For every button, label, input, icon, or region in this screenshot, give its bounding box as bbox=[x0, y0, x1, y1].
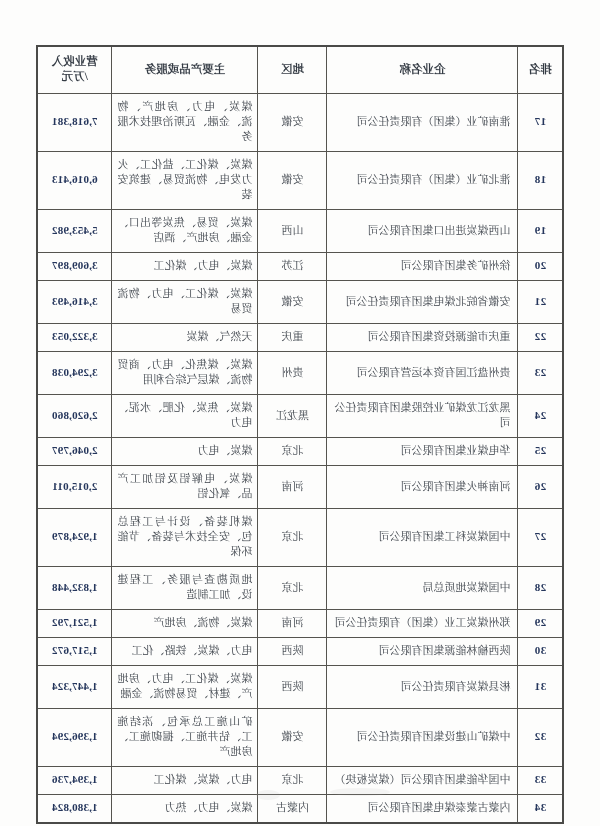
table-row bbox=[37, 509, 563, 567]
table-row bbox=[37, 610, 563, 638]
products-cell: 煤炭、煤化工、电力、房地产、建材、贸易物流、金融 bbox=[112, 666, 258, 709]
products-cell: 电力、煤炭、煤化工 bbox=[112, 767, 258, 795]
products-cell: 煤炭、贸易、焦炭等出口、金融、房地产、酒店 bbox=[112, 210, 258, 253]
rank-cell: 20 bbox=[518, 253, 563, 281]
table-row bbox=[37, 567, 563, 610]
company-cell: 中煤矿山建设集团有限责任公司 bbox=[327, 709, 518, 767]
region-cell: 北京 bbox=[258, 767, 327, 795]
table-row bbox=[37, 638, 563, 666]
products-cell: 煤炭、电力、煤化工 bbox=[112, 253, 258, 281]
revenue-cell: 1,521,792 bbox=[37, 610, 112, 638]
revenue-cell: 3,416,493 bbox=[37, 281, 112, 324]
rank-cell: 27 bbox=[518, 509, 563, 567]
rank-cell: 17 bbox=[518, 94, 563, 152]
region-cell: 安徽 bbox=[258, 94, 327, 152]
company-cell: 徐州矿务集团有限公司 bbox=[327, 253, 518, 281]
region-cell: 河南 bbox=[258, 610, 327, 638]
revenue-cell: 1,924,879 bbox=[37, 509, 112, 567]
region-cell: 北京 bbox=[258, 438, 327, 466]
table-row bbox=[37, 395, 563, 438]
header-revenue bbox=[37, 46, 112, 94]
table-row bbox=[37, 281, 563, 324]
company-cell: 贵州盘江国有资本运营有限公司 bbox=[327, 352, 518, 395]
header-revenue-line1: 营业收入 bbox=[51, 56, 98, 68]
header-revenue-line2: /万元 bbox=[61, 71, 88, 83]
table-row bbox=[37, 94, 563, 152]
rank-cell: 23 bbox=[518, 352, 563, 395]
table-row bbox=[37, 666, 563, 709]
rank-cell: 31 bbox=[518, 666, 563, 709]
revenue-cell: 1,517,672 bbox=[37, 638, 112, 666]
revenue-cell: 1,832,448 bbox=[37, 567, 112, 610]
products-cell: 煤炭、物流、房地产 bbox=[112, 610, 258, 638]
revenue-cell: 5,453,982 bbox=[37, 210, 112, 253]
company-cell: 安徽省皖北煤电集团有限责任公司 bbox=[327, 281, 518, 324]
table-row bbox=[37, 795, 563, 824]
rank-cell: 25 bbox=[518, 438, 563, 466]
company-cell: 河南神火集团有限公司 bbox=[327, 466, 518, 509]
company-cell: 重庆市能源投资集团有限公司 bbox=[327, 324, 518, 352]
company-cell: 彬县煤炭有限责任公司 bbox=[327, 666, 518, 709]
revenue-cell: 1,396,294 bbox=[37, 709, 112, 767]
company-cell: 陕西榆林能源集团有限公司 bbox=[327, 638, 518, 666]
region-cell: 山西 bbox=[258, 210, 327, 253]
revenue-cell: 2,046,797 bbox=[37, 438, 112, 466]
scan-smudge bbox=[330, 788, 390, 796]
region-cell: 内蒙古 bbox=[258, 795, 327, 824]
table-row bbox=[37, 253, 563, 281]
revenue-cell: 1,394,736 bbox=[37, 767, 112, 795]
table-row bbox=[37, 709, 563, 767]
region-cell: 江苏 bbox=[258, 253, 327, 281]
header-region: 地区 bbox=[258, 46, 327, 94]
enterprise-ranking-table bbox=[36, 45, 564, 824]
company-cell: 郑州煤炭工业（集团）有限责任公司 bbox=[327, 610, 518, 638]
company-cell: 内蒙古蒙泰煤电集团有限公司 bbox=[327, 795, 518, 824]
revenue-cell: 3,609,897 bbox=[37, 253, 112, 281]
products-cell: 电力、煤炭、铁路、化工 bbox=[112, 638, 258, 666]
table-row bbox=[37, 466, 563, 509]
rank-cell: 34 bbox=[518, 795, 563, 824]
company-cell: 淮北矿业（集团）有限责任公司 bbox=[327, 152, 518, 210]
products-cell: 煤炭、煤化工、盐化工、火力发电、物流贸易、建筑安装 bbox=[112, 152, 258, 210]
rank-cell: 28 bbox=[518, 567, 563, 610]
products-cell: 煤炭、电解铝及铝加工产品、氧化铝 bbox=[112, 466, 258, 509]
table-row bbox=[37, 152, 563, 210]
table-row bbox=[37, 438, 563, 466]
products-cell: 煤炭、煤焦化、电力、商贸物流、煤层气综合利用 bbox=[112, 352, 258, 395]
company-cell: 中国华能集团有限公司（煤炭板块） bbox=[327, 767, 518, 795]
table-row bbox=[37, 324, 563, 352]
region-cell: 安徽 bbox=[258, 281, 327, 324]
products-cell: 天然气、煤炭 bbox=[112, 324, 258, 352]
rank-cell: 30 bbox=[518, 638, 563, 666]
revenue-cell: 3,322,053 bbox=[37, 324, 112, 352]
region-cell: 安徽 bbox=[258, 152, 327, 210]
region-cell: 北京 bbox=[258, 509, 327, 567]
products-cell: 矿山施工总承包、冻结施工、钻井施工、掘砌施工、房地产 bbox=[112, 709, 258, 767]
region-cell: 河南 bbox=[258, 466, 327, 509]
rank-cell: 26 bbox=[518, 466, 563, 509]
revenue-cell: 3,294,038 bbox=[37, 352, 112, 395]
rank-cell: 18 bbox=[518, 152, 563, 210]
company-cell: 淮南矿业（集团）有限责任公司 bbox=[327, 94, 518, 152]
products-cell: 煤炭、电力 bbox=[112, 438, 258, 466]
region-cell: 贵州 bbox=[258, 352, 327, 395]
products-cell: 地质勘查与服务、工程建设、加工制造 bbox=[112, 567, 258, 610]
products-cell: 煤炭、煤化工、电力、物流贸易 bbox=[112, 281, 258, 324]
rank-cell: 29 bbox=[518, 610, 563, 638]
region-cell: 黑龙江 bbox=[258, 395, 327, 438]
rank-cell: 33 bbox=[518, 767, 563, 795]
table-body bbox=[37, 94, 563, 824]
products-cell: 煤炭、电力、房地产、物流、金融、瓦斯治理技术服务 bbox=[112, 94, 258, 152]
table-row bbox=[37, 210, 563, 253]
revenue-cell: 1,447,324 bbox=[37, 666, 112, 709]
company-cell: 华电煤业集团有限公司 bbox=[327, 438, 518, 466]
header-products: 主要产品或服务 bbox=[112, 46, 258, 94]
revenue-cell: 6,016,413 bbox=[37, 152, 112, 210]
rank-cell: 22 bbox=[518, 324, 563, 352]
products-cell: 煤炭、焦炭、化肥、水泥、电力 bbox=[112, 395, 258, 438]
region-cell: 陕西 bbox=[258, 638, 327, 666]
company-cell: 山西煤炭进出口集团有限公司 bbox=[327, 210, 518, 253]
rank-cell: 24 bbox=[518, 395, 563, 438]
company-cell: 中国煤炭地质总局 bbox=[327, 567, 518, 610]
table-header-row bbox=[37, 46, 563, 94]
region-cell: 重庆 bbox=[258, 324, 327, 352]
table-row bbox=[37, 767, 563, 795]
company-cell: 中国煤炭科工集团有限公司 bbox=[327, 509, 518, 567]
header-rank: 排名 bbox=[518, 46, 563, 94]
rank-cell: 19 bbox=[518, 210, 563, 253]
region-cell: 安徽 bbox=[258, 709, 327, 767]
header-company: 企业名称 bbox=[327, 46, 518, 94]
rank-cell: 32 bbox=[518, 709, 563, 767]
revenue-cell: 7,618,381 bbox=[37, 94, 112, 152]
region-cell: 陕西 bbox=[258, 666, 327, 709]
products-cell: 煤机装备、设计与工程总包、安全技术与装备、节能环保 bbox=[112, 509, 258, 567]
products-cell: 煤炭、电力、热力 bbox=[112, 795, 258, 824]
revenue-cell: 2,015,011 bbox=[37, 466, 112, 509]
table-row bbox=[37, 352, 563, 395]
revenue-cell: 1,380,824 bbox=[37, 795, 112, 824]
revenue-cell: 2,620,860 bbox=[37, 395, 112, 438]
company-cell: 黑龙江龙煤矿业控股集团有限责任公司 bbox=[327, 395, 518, 438]
region-cell: 北京 bbox=[258, 567, 327, 610]
rank-cell: 21 bbox=[518, 281, 563, 324]
scan-smudge bbox=[256, 790, 280, 800]
